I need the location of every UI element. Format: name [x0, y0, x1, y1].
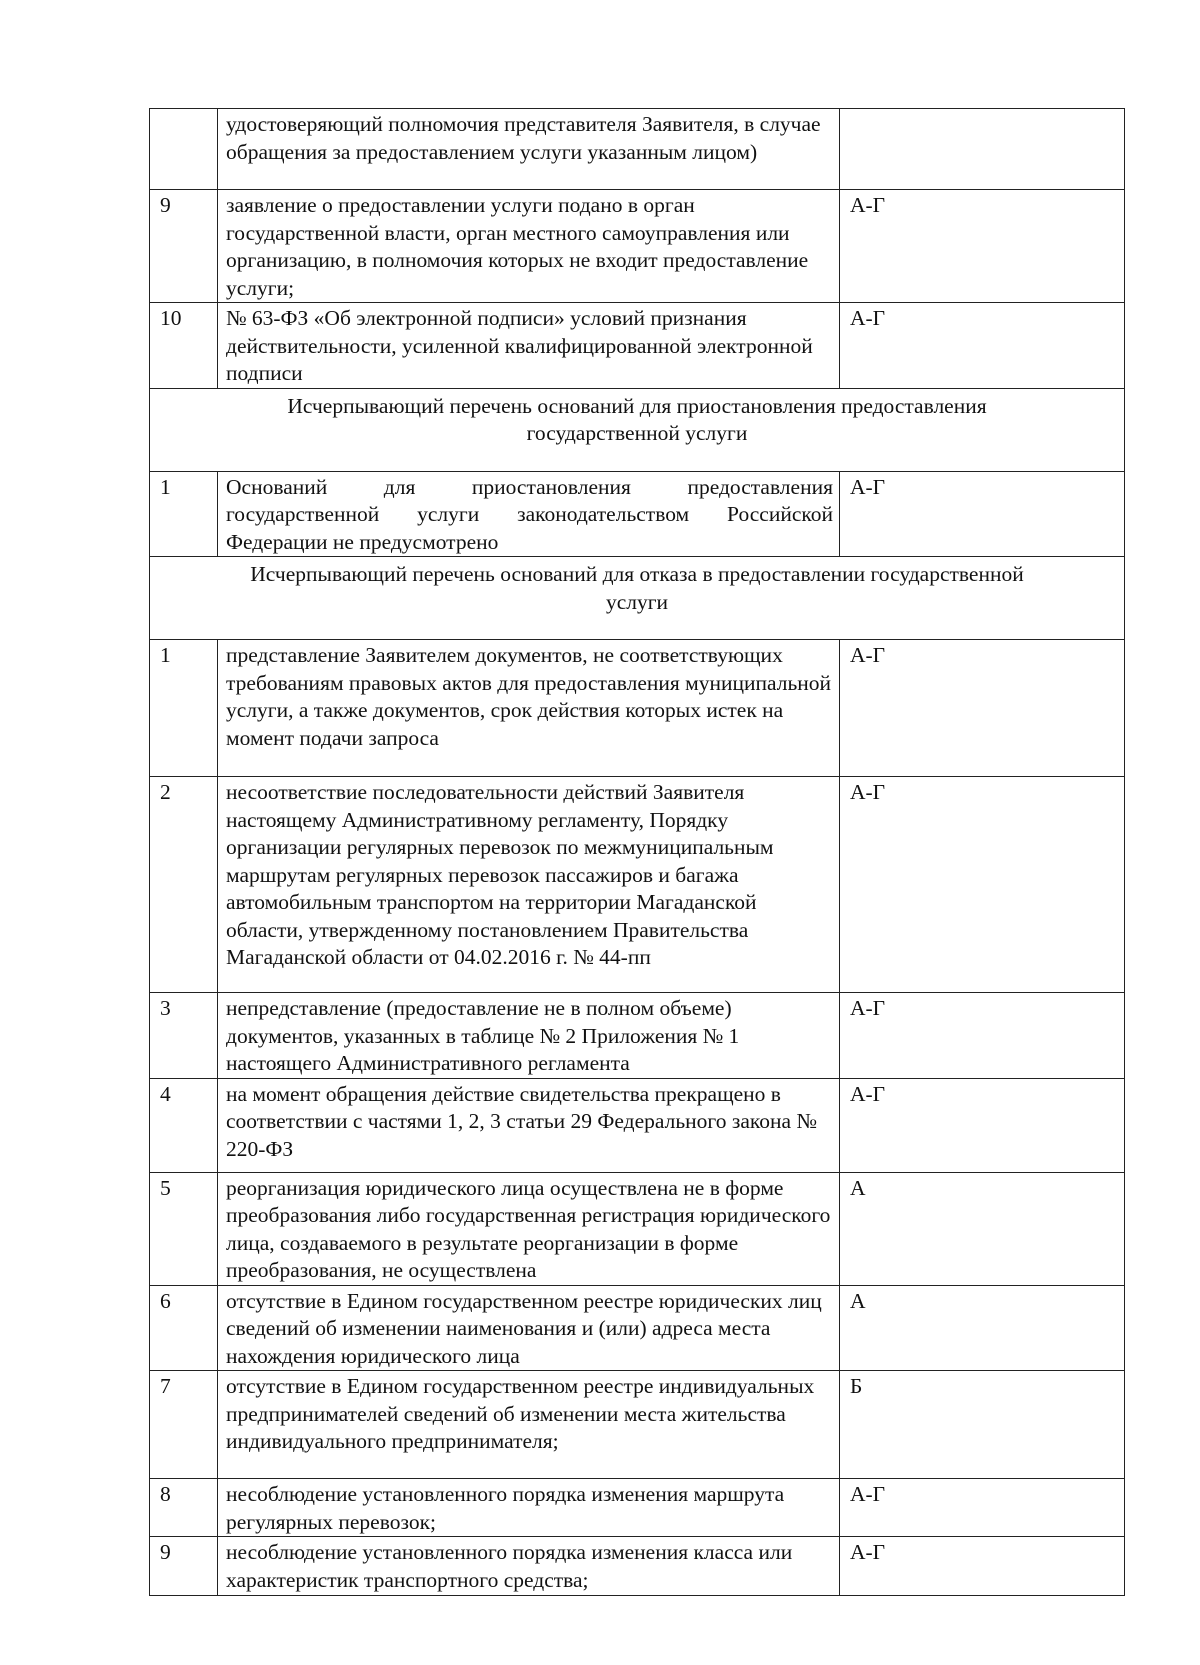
row-text: представление Заявителем документов, не соответствующих требованиям правовых актов для предоставления муниципальной услуги, а также документов, срок действия которых истек на момент подачи запроса — [218, 640, 840, 777]
row-applicant-code: А-Г — [840, 303, 1125, 389]
row-number: 6 — [150, 1285, 218, 1371]
row-applicant-code: А-Г — [840, 640, 1125, 777]
row-text: удостоверяющий полномочия представителя Заявителя, в случае обращения за предоставлением услуги указанным лицом) — [218, 109, 840, 190]
table-row — [150, 1285, 1125, 1371]
row-number: 5 — [150, 1172, 218, 1285]
table-row — [150, 1172, 1125, 1285]
suspension-heading: Исчерпывающий перечень оснований для приостановления предоставления государственной услуги — [150, 388, 1125, 471]
table-row — [150, 640, 1125, 777]
row-applicant-code: А — [840, 1285, 1125, 1371]
row-text: непредставление (предоставление не в полном объеме) документов, указанных в таблице № 2 Приложения № 1 настоящего Административного регламента — [218, 993, 840, 1079]
row-number: 1 — [150, 471, 218, 557]
row-applicant-code: А — [840, 1172, 1125, 1285]
row-applicant-code: А-Г — [840, 993, 1125, 1079]
row-number: 1 — [150, 640, 218, 777]
row-applicant-code: Б — [840, 1371, 1125, 1479]
row-number: 4 — [150, 1078, 218, 1172]
row-applicant-code: А-Г — [840, 1479, 1125, 1537]
table-row — [150, 303, 1125, 389]
grounds-table — [149, 108, 1125, 1596]
row-text: несоответствие последовательности действий Заявителя настоящему Административному регламенту, Порядку организации регулярных перевозок по межмуниципальным маршрутам регулярных перевозок пассажиров и багажа автомобильным транспортом на территории Магаданской области, утвержденному постановлением Правительства Магаданской области от 04.02.2016 г. № 44-пп — [218, 777, 840, 993]
row-number: 7 — [150, 1371, 218, 1479]
row-applicant-code: А-Г — [840, 1078, 1125, 1172]
row-applicant-code: А-Г — [840, 777, 1125, 993]
row-text: отсутствие в Едином государственном реестре индивидуальных предпринимателей сведений об изменении места жительства индивидуального предпринимателя; — [218, 1371, 840, 1479]
row-text: несоблюдение установленного порядка изменения класса или характеристик транспортного средства; — [218, 1537, 840, 1596]
table-row — [150, 1371, 1125, 1479]
row-text: отсутствие в Едином государственном реестре юридических лиц сведений об изменении наименования и (или) адреса места нахождения юридического лица — [218, 1285, 840, 1371]
section-heading-row — [150, 388, 1125, 471]
table-row — [150, 993, 1125, 1079]
row-text: заявление о предоставлении услуги подано в орган государственной власти, орган местного самоуправления или организацию, в полномочия которых не входит предоставление услуги; — [218, 190, 840, 303]
row-applicant-code: А-Г — [840, 1537, 1125, 1596]
table-row — [150, 109, 1125, 190]
table-row — [150, 1479, 1125, 1537]
row-applicant-code — [840, 109, 1125, 190]
row-text: на момент обращения действие свидетельства прекращено в соответствии с частями 1, 2, 3 статьи 29 Федерального закона № 220-ФЗ — [218, 1078, 840, 1172]
row-applicant-code: А-Г — [840, 190, 1125, 303]
section-heading-row — [150, 557, 1125, 640]
row-number: 2 — [150, 777, 218, 993]
row-text: Оснований для приостановления предоставления государственной услуги законодательством Российской Федерации не предусмотрено — [218, 471, 840, 557]
row-number: 8 — [150, 1479, 218, 1537]
row-text: реорганизация юридического лица осуществлена не в форме преобразования либо государственная регистрация юридического лица, создаваемого в результате реорганизации в форме преобразования, не осуществлена — [218, 1172, 840, 1285]
row-applicant-code: А-Г — [840, 471, 1125, 557]
row-number: 9 — [150, 1537, 218, 1596]
row-number — [150, 109, 218, 190]
refusal-heading: Исчерпывающий перечень оснований для отказа в предоставлении государственной услуги — [150, 557, 1125, 640]
table-row — [150, 190, 1125, 303]
table-row — [150, 777, 1125, 993]
row-number: 3 — [150, 993, 218, 1079]
row-number: 9 — [150, 190, 218, 303]
table-row — [150, 1078, 1125, 1172]
row-text: № 63-ФЗ «Об электронной подписи» условий признания действительности, усиленной квалифицированной электронной подписи — [218, 303, 840, 389]
table-row — [150, 471, 1125, 557]
table-row — [150, 1537, 1125, 1596]
row-text: несоблюдение установленного порядка изменения маршрута регулярных перевозок; — [218, 1479, 840, 1537]
row-number: 10 — [150, 303, 218, 389]
